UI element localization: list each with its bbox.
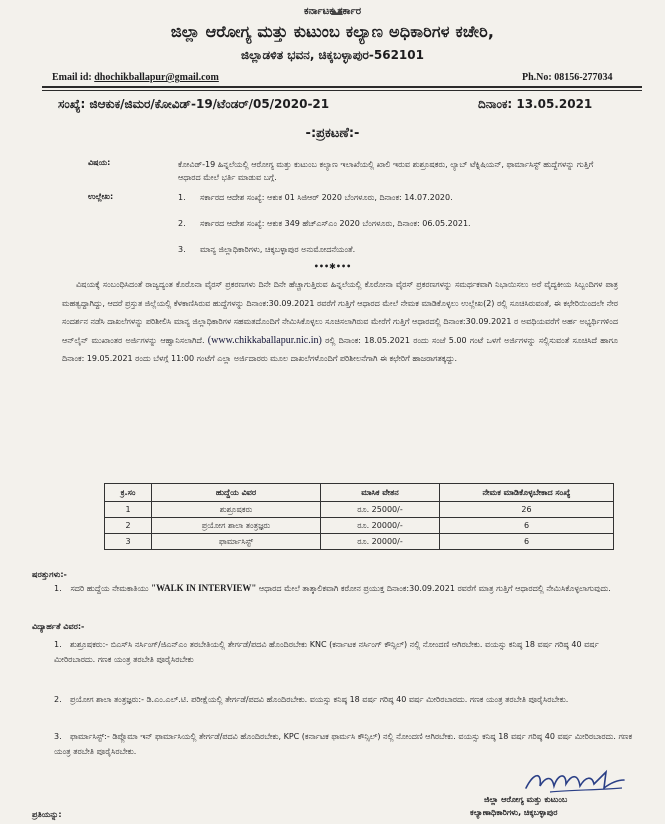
state-emblem-icon xyxy=(330,7,344,16)
qualifications-heading: ವಿದ್ಯಾರ್ಹತೆ ವಿವರ:- xyxy=(32,622,85,631)
reference-number-2: 2. xyxy=(178,219,186,228)
email-link[interactable]: dhochikballapur@gmail.com xyxy=(94,72,219,83)
terms-text-part2: ಆಧಾರದ ಮೇಲೆ ತಾತ್ಕಾಲಿಕವಾಗಿ ಕರೋನ ಪ್ರಯುಕ್ತ ದಿನಾಂಕ:30.09.2021 ರವರೆಗೆ ಮಾತ್ರ ಗುತ್ತಿಗೆ ಆಧಾರದಲ್ಲಿ ನೇಮಿಸಿಕೊಳ್ಳಲಾಗುವುದು. xyxy=(258,584,611,593)
body-text-part1: ವಿಷಯಕ್ಕೆ ಸಂಬಂಧಿಸಿದಂತೆ ರಾಜ್ಯದ್ಯಂತ ಕೊರೊನಾ ವೈರಸ್ ಪ್ರಕರಣಗಳು ದಿನೇ ದಿನೇ ಹೆಚ್ಚಾಗುತ್ತಿರುವ ಹಿನ್ನಲೆಯಲ್ಲಿ ಕೊರೋನಾ ವೈರಸ್ ಪ್ರಕರಣಗಳನ್ನು ಸಮರ್ಥಕವಾಗಿ ನಿಭಾಯಿಸಲು ಅರೆ ವೈದ್ಯಕೀಯ ಸಿಬ್ಬಂದಿಗಳ ಪಾತ್ರ ಮಹತ್ವದ್ದಾಗಿದ್ದು, ಆದರೆ ಪ್ರಸ್ತುತ ಜಿಲ್ಲೆಯಲ್ಲಿ ಕೆಳಕಾಣಿಸಿರುವ ಹುದ್ದೆಗಳನ್ನು ದಿನಾಂಕ:30.09.2021 ರವರೆಗೆ ಗುತ್ತಿಗೆ ಆಧಾರದ ಮೇಲೆ ನೇಮಕ ಮಾಡಿಕೊಳ್ಳಲು ಉಲ್ಲೇಖ(2) ರಲ್ಲಿ ಸೂಚಿಸಿರುವಂತೆ, ಈ ಕಛೇರಿಯಿಂದಲೇ ನೇರ ಸಂದರ್ಶನ ನಡೆಸಿ ದಾಖಲೆಗಳನ್ನು ಪರಿಶೀಲಿಸಿ ಮಾನ್ಯ ಜಿಲ್ಲಾಧಿಕಾರಿಗಳ ಸಹಮತದೊಂದಿಗೆ ನೇಮಿಸಿಕೊಳ್ಳಲು ಸೂಚಿಸಲಾಗಿರುವ ಮೇರೆಗೆ ಗುತ್ತಿಗೆ ಆಧಾರದಲ್ಲಿ ದಿನಾಂಕ:30.09.2021 ರ ಅವಧಿಯವರೆಗೆ ಅರ್ಹ ಅಭ್ಯರ್ಥಿಗಳಿಂದ ಆನ್‌ಲೈನ್ ಮುಖಾಂತರ ಅರ್ಜಿಗಳನ್ನು ಆಹ್ವಾನಿಸಲಾಗಿದೆ. xyxy=(62,280,618,345)
reference-text-1: ಸರ್ಕಾರದ ಆದೇಶ ಸಂಖ್ಯೆ: ಆಕುಕ 01 ಸಿಜಿಆರ್ 2020 ಬೆಂಗಳೂರು, ದಿನಾಂಕ: 14.07.2020. xyxy=(200,193,453,202)
notice-title: -:ಪ್ರಕಟಣೆ:- xyxy=(305,126,360,141)
cell-serial: 3 xyxy=(105,534,152,550)
terms-number: 1. xyxy=(54,584,62,593)
notice-body xyxy=(62,276,618,369)
table-row xyxy=(105,518,614,534)
cell-salary: ರೂ. 25000/- xyxy=(321,502,440,518)
cell-vacancies: 6 xyxy=(440,518,614,534)
qualification-item xyxy=(54,638,634,667)
qualification-number-2: 2. xyxy=(54,695,62,704)
cell-post: ಶುಶ್ರೂಷಕರು xyxy=(152,502,321,518)
email-label: Email id: xyxy=(52,72,92,83)
website-link[interactable]: (www.chikkaballapur.nic.in) xyxy=(207,334,322,346)
cell-vacancies: 6 xyxy=(440,534,614,550)
posts-table xyxy=(104,483,614,550)
reference-number-3: 3. xyxy=(178,245,186,254)
government-name: ಕರ್ನಾಟಕ ಸರ್ಕಾರ xyxy=(303,6,362,17)
header-divider xyxy=(42,86,642,88)
qualification-item xyxy=(54,730,634,759)
signatory-title-line2: ಕಲ್ಯಾಣಾಧಿಕಾರಿಗಳು, ಚಿಕ್ಕಬಳ್ಳಾಪುರ xyxy=(470,808,558,817)
cell-vacancies: 26 xyxy=(440,502,614,518)
qualification-text-2: ಪ್ರಯೋಗ ಶಾಲಾ ತಂತ್ರಜ್ಞರು:- ಡಿ.ಎಂ.ಎಲ್.ಟಿ. ಪರೀಕ್ಷೆಯಲ್ಲಿ ತೇರ್ಗಡೆ/ಪದವಿ ಹೊಂದಿರಬೇಕು. ವಯಸ್ಸು ಕನಿಷ್ಠ 18 ವರ್ಷ ಗರಿಷ್ಠ 40 ವರ್ಷ ಮೀರಿರಬಾರದು. ಗಣಕ ಯಂತ್ರ ತರಬೇತಿ ಪೂರೈಸಿರಬೇಕು. xyxy=(70,695,569,704)
qualification-number-1: 1. xyxy=(54,640,62,649)
body-text-part2: ರಲ್ಲಿ ದಿನಾಂಕ: 18.05.2021 ರಂದು ಸಂಜೆ 5.00 ಗಂಟೆ ಒಳಗೆ ಅರ್ಜಿಗಳನ್ನು ಸಲ್ಲಿಸುವಂತೆ ಸೂಚಿಸಿದೆ ಹಾಗೂ ದಿನಾಂಕ: 19.05.2021 ರಂದು ಬೆಳಗ್ಗೆ 11:00 ಗಂಟೆಗೆ ಎಲ್ಲಾ ಅರ್ಜಿದಾರರು ಮೂಲ ದಾಖಲೆಗಳೊಂದಿಗೆ ಪರಿಶೀಲನೆಗಾಗಿ ಈ ಕಛೇರಿಗೆ ಹಾಜರಾಗತಕ್ಕದ್ದು. xyxy=(62,335,619,363)
walk-in-interview-text: "WALK IN INTERVIEW" xyxy=(151,583,257,593)
column-header-vacancies: ನೇಮಕ ಮಾಡಿಕೊಳ್ಳಬೇಕಾದ ಸಂಖ್ಯೆ xyxy=(440,484,614,502)
terms-item xyxy=(54,580,632,597)
reference-text-2: ಸರ್ಕಾರದ ಆದೇಶ ಸಂಖ್ಯೆ: ಆಕುಕ 349 ಹೆಚ್ಎಸ್ಎಂ 2020 ಬೆಂಗಳೂರು, ದಿನಾಂಕ: 06.05.2021. xyxy=(200,219,471,228)
qualification-number-3: 3. xyxy=(54,732,62,741)
column-header-serial: ಕ್ರ.ಸಂ xyxy=(105,484,152,502)
references-label: ಉಲ್ಲೇಖ: xyxy=(88,192,114,201)
email-line xyxy=(52,72,219,83)
reference-number: ಸಂಖ್ಯೆ: ಜಿಆಕುಕ/ಜಿಮರ/ಕೋವಿಡ್-19/ಟೆಂಡರ್/05/2020-21 xyxy=(58,97,330,111)
qualification-text-1: ಶುಶ್ರೂಷಕರು:- ಬಿಎಸ್‌ಸಿ ನರ್ಸಿಂಗ್/ಜಿಎನ್ಎಂ ತರಬೇತಿಯಲ್ಲಿ ತೇರ್ಗಡೆ/ಪದವಿ ಹೊಂದಿರಬೇಕು KNC (ಕರ್ನಾಟಕ ನರ್ಸಿಂಗ್ ಕೌನ್ಸಿಲ್) ನಲ್ಲಿ ನೋಂದಣಿ ಆಗಿರಬೇಕು. ವಯಸ್ಸು ಕನಿಷ್ಠ 18 ವರ್ಷ ಗರಿಷ್ಠ 40 ವರ್ಷ ಮೀರಿರಬಾರದು. ಗಣಕ ಯಂತ್ರ ತರಬೇತಿ ಪೂರೈಸಿರಬೇಕು xyxy=(54,640,599,664)
cell-serial: 1 xyxy=(105,502,152,518)
subject-text: ಕೋವಿಡ್-19 ಹಿನ್ನಲೆಯಲ್ಲಿ ಆರೋಗ್ಯ ಮತ್ತು ಕುಟುಂಬ ಕಲ್ಯಾಣ ಇಲಾಖೆಯಲ್ಲಿ ಖಾಲಿ ಇರುವ ಶುಶ್ರೂಷಕರು, ಲ್ಯಾಬ್ ಟೆಕ್ನಿಷಿಯನ್, ಫಾರ್ಮಾಸಿಸ್ಟ್ ಹುದ್ದೆಗಳನ್ನು ಗುತ್ತಿಗೆ ಆಧಾರದ ಮೇಲೆ ಭರ್ತಿ ಮಾಡುವ ಬಗ್ಗೆ. xyxy=(178,160,594,182)
office-address: ಜಿಲ್ಲಾಡಳಿತ ಭವನ, ಚಿಕ್ಕಬಳ್ಳಾಪುರ-562101 xyxy=(241,48,424,62)
table-row xyxy=(105,502,614,518)
terms-heading: ಷರತ್ತುಗಳು:- xyxy=(32,570,67,579)
cell-post: ಫಾರ್ಮಾಸಿಸ್ಟ್ xyxy=(152,534,321,550)
column-header-post: ಹುದ್ದೆಯ ವಿವರ xyxy=(152,484,321,502)
subject-label: ವಿಷಯ: xyxy=(88,158,111,167)
reference-item xyxy=(178,244,628,256)
phone-number: Ph.No: 08156-277034 xyxy=(522,72,613,83)
table-row xyxy=(105,534,614,550)
cell-salary: ರೂ. 20000/- xyxy=(321,534,440,550)
terms-text-part1: ಸದರಿ ಹುದ್ದೆಯ ನೇಮಕಾತಿಯು xyxy=(70,584,149,593)
column-header-salary: ಮಾಸಿಕ ವೇತನ xyxy=(321,484,440,502)
qualification-item xyxy=(54,693,634,708)
copy-to-label: ಪ್ರತಿಯನ್ನು: xyxy=(32,810,62,819)
table-header-row xyxy=(105,484,614,502)
reference-text-3: ಮಾನ್ಯ ಜಿಲ್ಲಾಧಿಕಾರಿಗಳು, ಚಿಕ್ಕಬಳ್ಳಾಪುರ ಅನುಮೋದನೆಯಂತೆ. xyxy=(200,245,356,254)
header-divider-thin xyxy=(42,90,642,91)
cell-salary: ರೂ. 20000/- xyxy=(321,518,440,534)
notice-date: ದಿನಾಂಕ: 13.05.2021 xyxy=(478,97,593,111)
reference-item xyxy=(178,218,628,230)
reference-item xyxy=(178,192,628,204)
office-name: ಜಿಲ್ಲಾ ಆರೋಗ್ಯ ಮತ್ತು ಕುಟುಂಬ ಕಲ್ಯಾಣ ಅಧಿಕಾರಿಗಳ ಕಚೇರಿ, xyxy=(170,22,495,41)
section-separator: •••✱••• xyxy=(313,262,352,271)
signatory-title-line1: ಜಿಲ್ಲಾ ಆರೋಗ್ಯ ಮತ್ತು ಕುಟುಂಬ xyxy=(484,795,568,804)
reference-number-1: 1. xyxy=(178,193,186,202)
qualification-text-3: ಫಾರ್ಮಾಸಿಸ್ಟ್:- ಡಿಪ್ಲೊಮಾ ಇನ್ ಫಾರ್ಮಾಸಿಯಲ್ಲಿ ತೇರ್ಗಡೆ/ಪದವಿ ಹೊಂದಿರಬೇಕು, KPC (ಕರ್ನಾಟಕ ಫಾರ್ಮಸಿ ಕೌನ್ಸಿಲ್) ನಲ್ಲಿ ನೋಂದಣಿ ಆಗಿರಬೇಕು. ವಯಸ್ಸು ಕನಿಷ್ಠ 18 ವರ್ಷ ಗರಿಷ್ಠ 40 ವರ್ಷ ಮೀರಿರಬಾರದು. ಗಣಕ ಯಂತ್ರ ತರಬೇತಿ ಪೂರೈಸಿರಬೇಕು. xyxy=(54,732,633,756)
cell-post: ಪ್ರಯೋಗ ಶಾಲಾ ತಂತ್ರಜ್ಞರು xyxy=(152,518,321,534)
signature-scribble xyxy=(520,766,630,796)
cell-serial: 2 xyxy=(105,518,152,534)
